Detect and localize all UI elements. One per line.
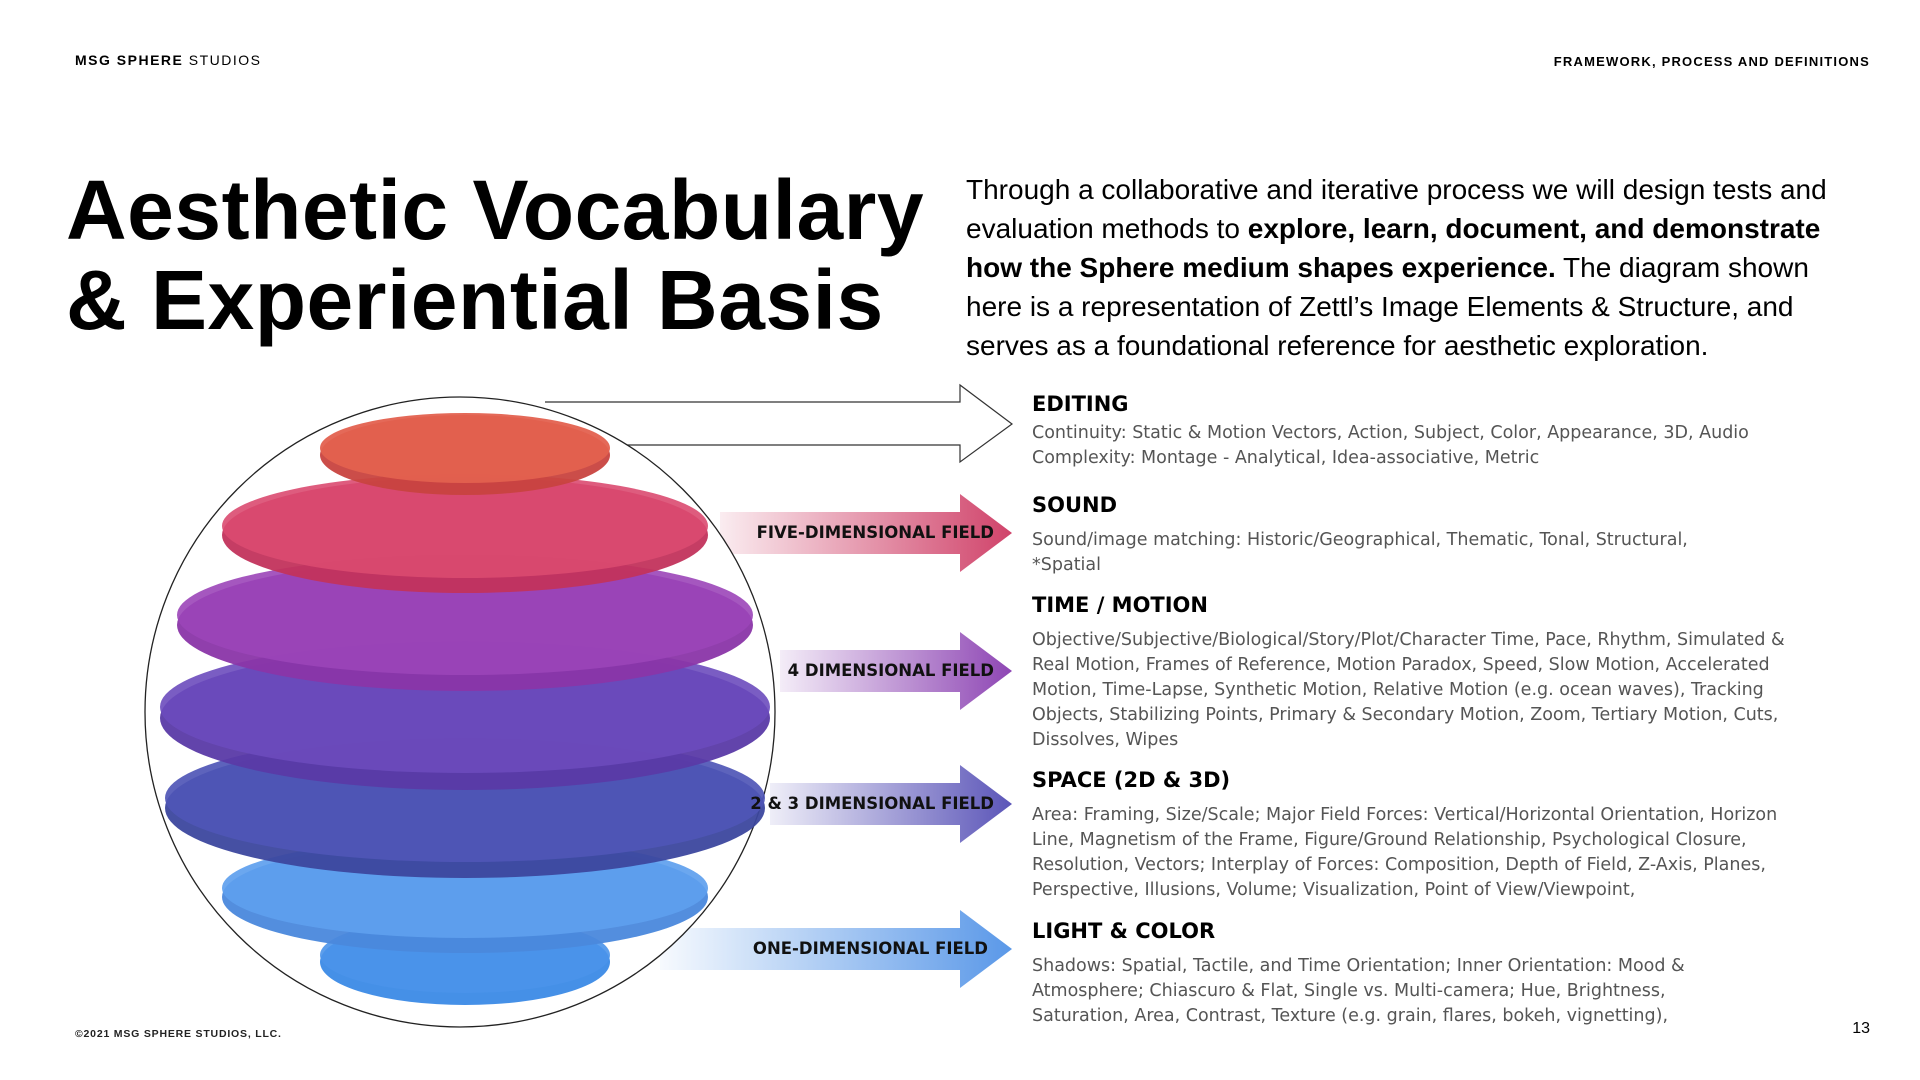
page-number: 13	[1852, 1020, 1870, 1037]
section-body	[1032, 421, 1792, 471]
section-title: TIME / MOTION	[1032, 593, 1208, 617]
section-title: SOUND	[1032, 493, 1118, 517]
section-line: Atmosphere; Chiascuro & Flat, Single vs. Multi-camera; Hue, Brightness,	[1032, 981, 1666, 1001]
arrow-label-four-dimensional: 4 DIMENSIONAL FIELD	[787, 661, 994, 680]
section-line: Resolution, Vectors; Interplay of Forces: Composition, Depth of Field, Z-Axis, Planes,	[1032, 855, 1766, 875]
section-line: Dissolves, Wipes	[1032, 730, 1179, 750]
section-line: Continuity: Static & Motion Vectors, Action, Subject, Color, Appearance, 3D, Audio	[1032, 423, 1749, 443]
section-label: FRAMEWORK, PROCESS AND DEFINITIONS	[1553, 54, 1870, 69]
intro-part-2: The diagram shown here is a representation of Zettl’s Image Elements & Structure, and serves as a foundational reference for aesthetic exploration.	[966, 252, 1809, 361]
section-body	[1032, 628, 1792, 753]
section-space	[1032, 767, 1792, 903]
arrow-label-two-three-dimensional: 2 & 3 DIMENSIONAL FIELD	[750, 794, 994, 813]
layer-editing-top	[320, 413, 610, 483]
section-title: EDITING	[1032, 392, 1129, 416]
section-line: Saturation, Area, Contrast, Texture (e.g. grain, flares, bokeh, vignetting),	[1032, 1006, 1669, 1026]
section-light-color	[1032, 918, 1792, 1029]
title-line-2: & Experiential Basis	[66, 253, 884, 347]
brand-bold: MSG SPHERE	[75, 52, 184, 68]
section-time-motion	[1032, 592, 1792, 753]
section-body	[1032, 528, 1792, 578]
section-body	[1032, 803, 1792, 903]
section-line: Line, Magnetism of the Frame, Figure/Ground Relationship, Psychological Closure,	[1032, 830, 1747, 850]
section-line: Motion, Time-Lapse, Synthetic Motion, Relative Motion (e.g. ocean waves), Tracking	[1032, 680, 1764, 700]
section-title: SPACE (2D & 3D)	[1032, 768, 1231, 792]
arrow-label-five-dimensional: FIVE-DIMENSIONAL FIELD	[756, 523, 994, 542]
section-line: Complexity: Montage - Analytical, Idea-associative, Metric	[1032, 448, 1540, 468]
intro-bold: explore, learn, document, and demonstrate how the Sphere medium shapes experience.	[966, 213, 1821, 283]
sphere-layers	[160, 413, 770, 1005]
section-title: LIGHT & COLOR	[1032, 919, 1216, 943]
section-sound	[1032, 492, 1792, 578]
section-editing	[1032, 391, 1792, 471]
brand-light: STUDIOS	[188, 52, 262, 68]
section-line: Shadows: Spatial, Tactile, and Time Orientation; Inner Orientation: Mood &	[1032, 956, 1685, 976]
section-line: Objects, Stabilizing Points, Primary & Secondary Motion, Zoom, Tertiary Motion, Cuts,	[1032, 705, 1779, 725]
section-line: Objective/Subjective/Biological/Story/Plot/Character Time, Pace, Rhythm, Simulated &	[1032, 630, 1785, 650]
section-line: Sound/image matching: Historic/Geographical, Thematic, Tonal, Structural,	[1032, 530, 1688, 550]
section-line: Real Motion, Frames of Reference, Motion Paradox, Speed, Slow Motion, Accelerated	[1032, 655, 1770, 675]
section-line: Perspective, Illusions, Volume; Visualization, Point of View/Viewpoint,	[1032, 880, 1636, 900]
arrow-label-one-dimensional: ONE-DIMENSIONAL FIELD	[752, 939, 988, 958]
section-line: *Spatial	[1032, 555, 1102, 575]
intro-part-1: Through a collaborative and iterative process we will design tests and evaluation methods to	[966, 174, 1827, 244]
section-body	[1032, 954, 1792, 1029]
section-line: Area: Framing, Size/Scale; Major Field Forces: Vertical/Horizontal Orientation, Horizon	[1032, 805, 1778, 825]
copyright: ©2021 MSG SPHERE STUDIOS, LLC.	[75, 1028, 282, 1040]
title-line-1: Aesthetic Vocabulary	[66, 163, 925, 257]
